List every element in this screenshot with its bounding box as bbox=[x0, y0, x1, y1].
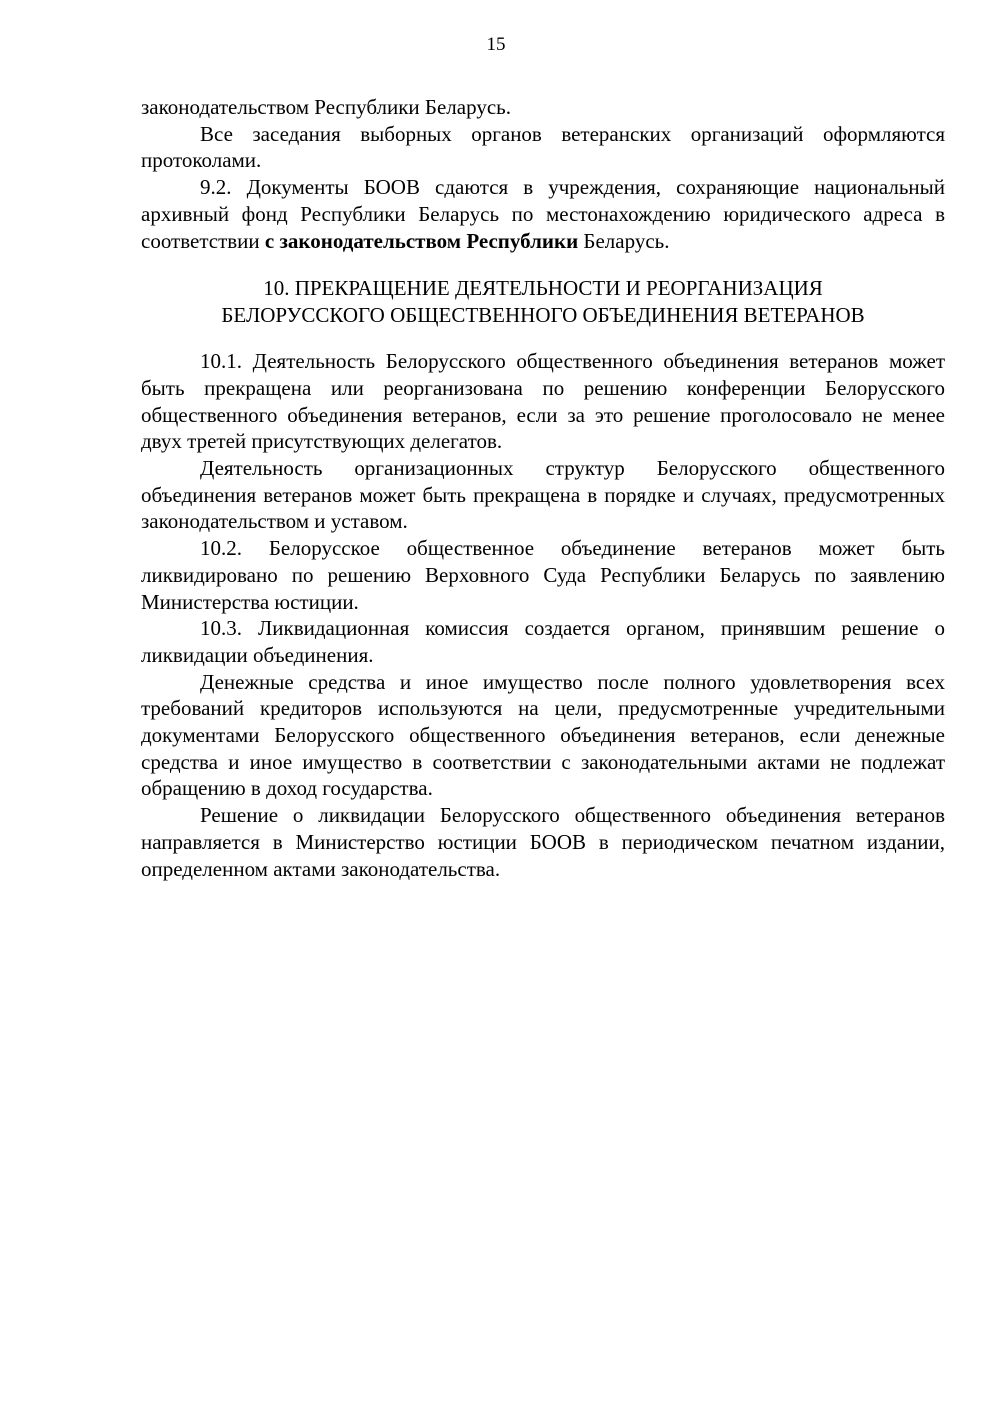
paragraph-10-2: 10.2. Белорусское общественное объединение ветеранов может быть ликвидировано по решению Верховного Суда Республики Беларусь по заявлению Министерства юстиции. bbox=[141, 536, 945, 614]
paragraph-continuation: законодательством Республики Беларусь. bbox=[141, 95, 511, 119]
section-heading-line-2: БЕЛОРУССКОГО ОБЩЕСТВЕННОГО ОБЪЕДИНЕНИЯ ВЕТЕРАНОВ bbox=[221, 303, 865, 328]
document-body bbox=[141, 94, 945, 882]
paragraph-structures-termination: Деятельность организационных структур Белорусского общественного объединения ветеранов может быть прекращена в порядке и случаях, предусмотренных законодательством и уставом. bbox=[141, 456, 945, 534]
paragraph-10-3: 10.3. Ликвидационная комиссия создается органом, принявшим решение о ликвидации объединения. bbox=[141, 616, 945, 667]
section-heading-line-1: 10. ПРЕКРАЩЕНИЕ ДЕЯТЕЛЬНОСТИ И РЕОРГАНИЗАЦИЯ bbox=[263, 276, 823, 301]
paragraph-meetings-protocols: Все заседания выборных органов ветеранских организаций оформляются протоколами. bbox=[141, 121, 945, 173]
paragraph-9-2-bold-text: с законодательством Республики bbox=[264, 228, 579, 253]
paragraph-property-distribution: Денежные средства и иное имущество после полного удовлетворения всех требований кредиторов используются на цели, предусмотренные учредительными документами Белорусского общественного объединения ветеранов, если денежные средства и иное имущество в соответствии с законодательными актами не подлежат обращению в доход государства. bbox=[141, 669, 945, 801]
paragraph-9-2-text: 9.2. Документы БООВ сдаются в учреждения, сохраняющие национальный архивный фонд Республики Беларусь по местонахождению юридического адреса в соответствии bbox=[141, 175, 945, 253]
page-number: 15 bbox=[486, 34, 506, 55]
paragraph-9-2 bbox=[141, 174, 945, 254]
paragraph-liquidation-decision: Решение о ликвидации Белорусского общественного объединения ветеранов направляется в Министерство юстиции БООВ в периодическом печатном издании, определенном актами законодательства. bbox=[141, 803, 945, 881]
section-heading bbox=[141, 275, 945, 329]
paragraph-10-1: 10.1. Деятельность Белорусского общественного объединения ветеранов может быть прекращена или реорганизована по решению конференции Белорусского общественного объединения ветеранов, если за это решение проголосовало не менее двух третей присутствующих делегатов. bbox=[141, 349, 945, 454]
paragraph-9-2-tail: Беларусь. bbox=[578, 228, 670, 253]
